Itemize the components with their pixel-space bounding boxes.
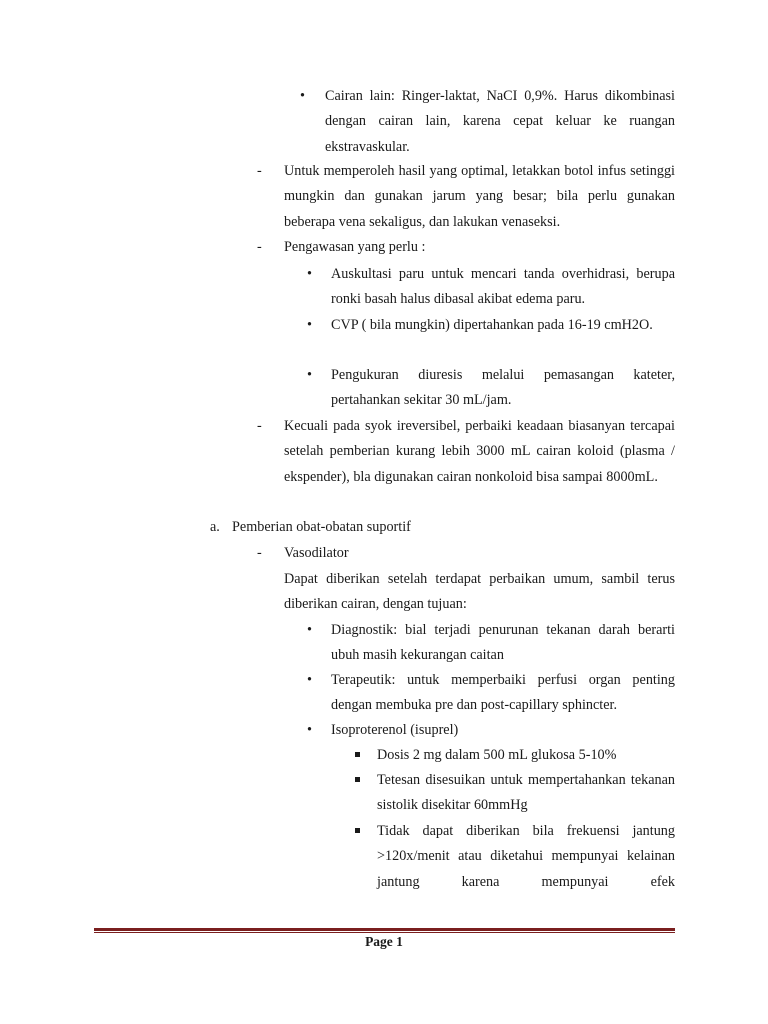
bullet-item-auskultasi: Auskultasi paru untuk mencari tanda overhidrasi, berupa ronki basah halus dibasal akibat edema paru. <box>331 266 675 308</box>
bullet-marker: • <box>307 722 312 738</box>
dash-marker: - <box>257 239 262 255</box>
bullet-marker: • <box>307 672 312 688</box>
section-label: a. <box>210 519 220 535</box>
bullet-marker: • <box>307 622 312 638</box>
bullet-marker: • <box>300 88 305 104</box>
sub-bullet-tetesan: Tetesan disesuikan untuk mempertahankan tekanan sistolik disekitar 60mmHg <box>377 772 675 814</box>
bullet-marker: • <box>307 317 312 333</box>
bullet-item-diagnostik: Diagnostik: bial terjadi penurunan tekanan darah berarti ubuh masih kekurangan caitan <box>331 622 675 664</box>
bullet-marker: • <box>307 266 312 282</box>
sub-bullet-dosis: Dosis 2 mg dalam 500 mL glukosa 5-10% <box>377 747 617 763</box>
dash-item-pengawasan: Pengawasan yang perlu : <box>284 239 426 255</box>
square-bullet-icon <box>355 828 360 833</box>
dash-marker: - <box>257 545 262 561</box>
section-heading: Pemberian obat-obatan suportif <box>232 519 411 535</box>
sub-bullet-tidak-dapat: Tidak dapat diberikan bila frekuensi jantung >120x/menit atau diketahui mempunyai kelainan jantung karena mempunyai efek <box>377 823 675 890</box>
dash-item-syok-ireversibel: Kecuali pada syok ireversibel, perbaiki keadaan biasanyan tercapai setelah pemberian kurang lebih 3000 mL cairan koloid (plasma / ekspender), bla digunakan cairan nonkoloid bisa sampai 8000mL. <box>284 418 675 485</box>
bullet-item-terapeutik: Terapeutik: untuk memperbaiki perfusi organ penting dengan membuka pre dan post-capillary sphincter. <box>331 672 675 714</box>
footer-rule <box>94 928 675 931</box>
paragraph-vasodilator: Dapat diberikan setelah terdapat perbaikan umum, sambil terus diberikan cairan, dengan tujuan: <box>284 571 675 613</box>
square-bullet-icon <box>355 752 360 757</box>
bullet-item-cvp: CVP ( bila mungkin) dipertahankan pada 16-19 cmH2O. <box>331 317 653 333</box>
bullet-marker: • <box>307 367 312 383</box>
dash-item-botol-infus: Untuk memperoleh hasil yang optimal, letakkan botol infus setinggi mungkin dan gunakan jarum yang besar; bila perlu gunakan beberapa vena sekaligus, dan lakukan venaseksi. <box>284 163 675 230</box>
dash-item-vasodilator: Vasodilator <box>284 545 349 561</box>
bullet-item-cairan-lain: Cairan lain: Ringer-laktat, NaCI 0,9%. Harus dikombinasi dengan cairan lain, karena cepat keluar ke ruangan ekstravaskular. <box>325 88 675 155</box>
dash-marker: - <box>257 163 262 179</box>
bullet-item-isoproterenol: Isoproterenol (isuprel) <box>331 722 459 738</box>
square-bullet-icon <box>355 777 360 782</box>
bullet-item-diuresis: Pengukuran diuresis melalui pemasangan kateter, pertahankan sekitar 30 mL/jam. <box>331 367 675 409</box>
dash-marker: - <box>257 418 262 434</box>
page-number: Page 1 <box>365 934 403 949</box>
